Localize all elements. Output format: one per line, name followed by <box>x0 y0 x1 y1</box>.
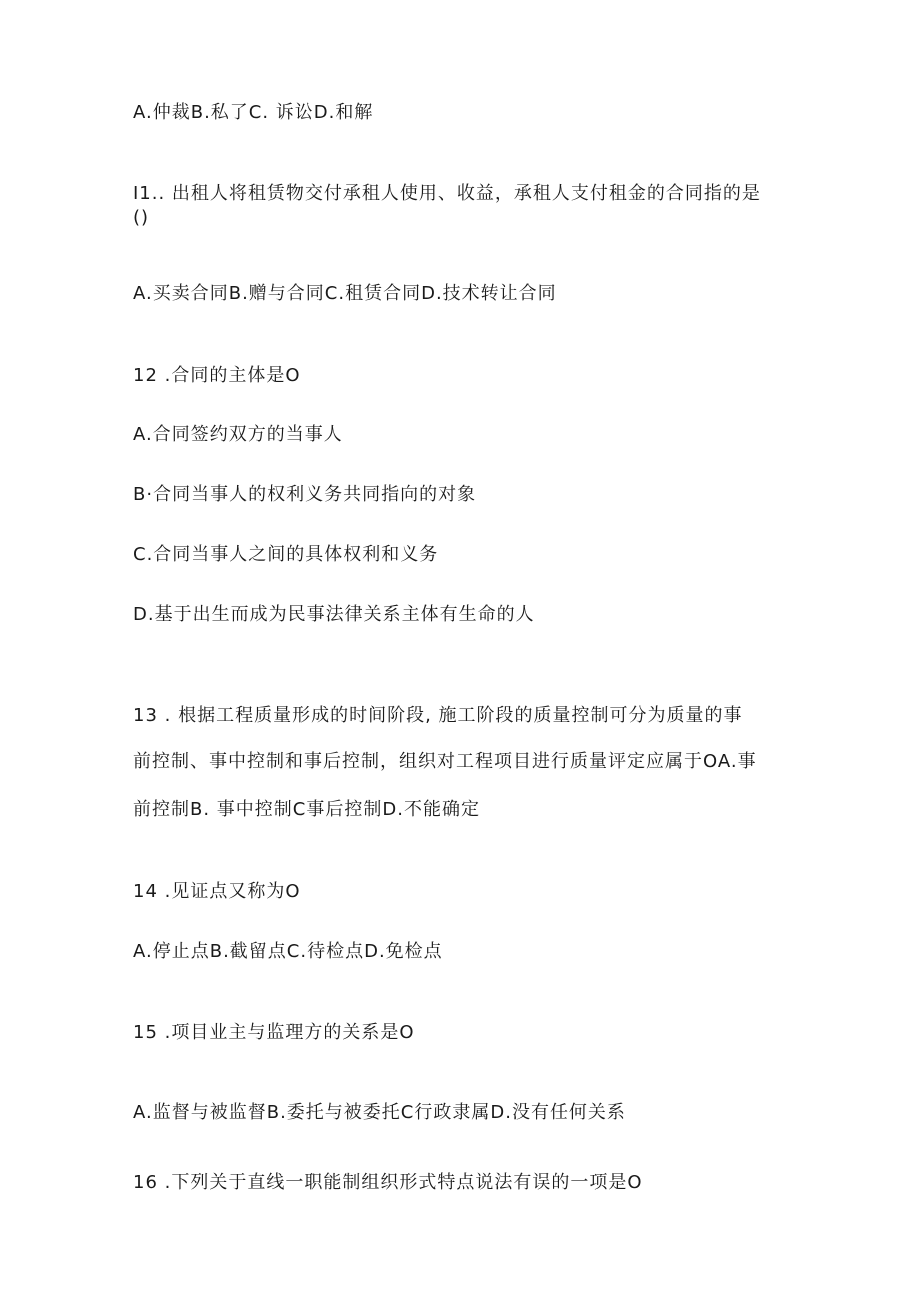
q12-option-b: B·合同当事人的权利义务共同指向的对象 <box>133 484 477 505</box>
q14-stem: 14 .见证点又称为O <box>133 881 301 902</box>
q15-stem: 15 .项目业主与监理方的关系是O <box>133 1022 415 1043</box>
q15-options: A.监督与被监督B.委托与被委托C行政隶属D.没有任何关系 <box>133 1102 626 1123</box>
q11-stem-line1: I1.. 出租人将租赁物交付承租人使用、收益，承租人支付租金的合同指的是 <box>133 183 761 204</box>
q12-stem: 12 .合同的主体是O <box>133 365 301 386</box>
q12-option-d: D.基于出生而成为民事法律关系主体有生命的人 <box>133 604 535 625</box>
q11-options: A.买卖合同B.赠与合同C.租赁合同D.技术转让合同 <box>133 283 557 304</box>
q10-options: A.仲裁B.私了C. 诉讼D.和解 <box>133 102 374 123</box>
q13-stem-line1: 13 . 根据工程质量形成的时间阶段, 施工阶段的质量控制可分为质量的事 <box>133 705 743 726</box>
q14-options: A.停止点B.截留点C.待检点D.免检点 <box>133 941 443 962</box>
q12-option-a: A.合同签约双方的当事人 <box>133 424 343 445</box>
q12-option-c: C.合同当事人之间的具体权利和义务 <box>133 544 439 565</box>
q13-stem-line3: 前控制B. 事中控制C事后控制D.不能确定 <box>133 799 480 820</box>
q11-stem-line2: () <box>133 207 150 228</box>
q13-stem-line2: 前控制、事中控制和事后控制，组织对工程项目进行质量评定应属于OA.事 <box>133 751 757 772</box>
q16-stem: 16 .下列关于直线一职能制组织形式特点说法有误的一项是O <box>133 1172 643 1193</box>
